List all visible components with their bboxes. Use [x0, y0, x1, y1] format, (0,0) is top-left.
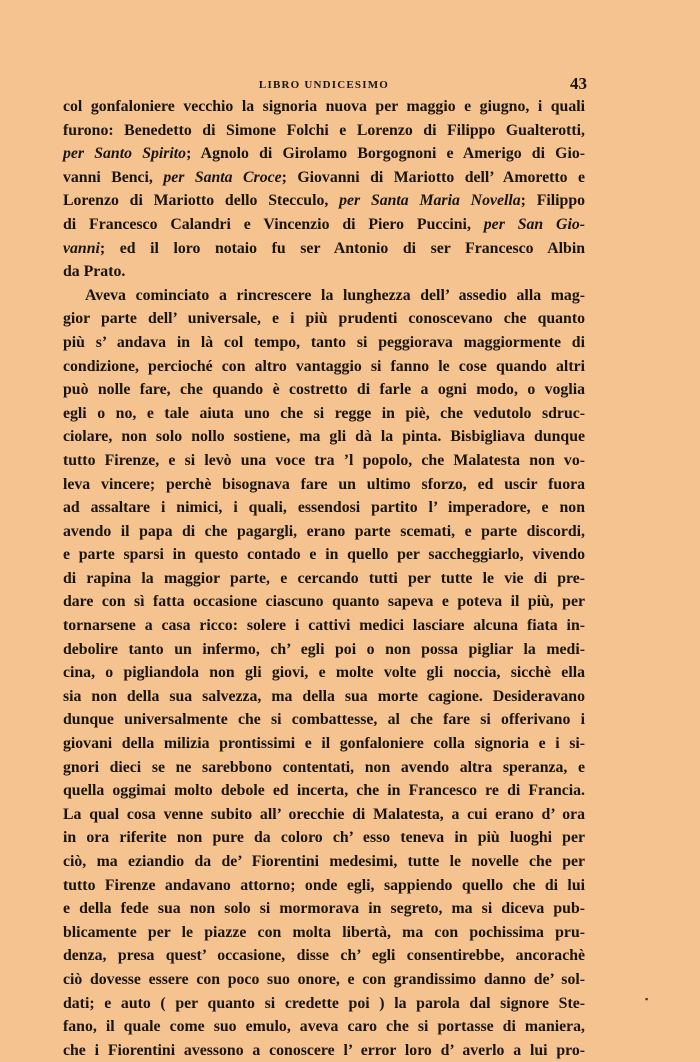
text-line	[63, 921, 585, 945]
text-segment: ciò dovesse essere con poco suo onore, e con grandissimo danno de’ sol-	[63, 970, 585, 988]
text-segment: fano, il quale come suo emulo, aveva caro che si portasse di maniera,	[63, 1018, 585, 1036]
text-line	[63, 237, 585, 261]
text-line	[63, 590, 585, 614]
text-segment: sia non della sua salvezza, ma della sua morte cagione. Desideravano	[63, 687, 585, 705]
text-line	[63, 897, 585, 921]
text-line	[63, 119, 585, 143]
text-line	[63, 307, 585, 331]
italic-segment: vanni	[63, 239, 100, 257]
bottom-ink-mark: ▪	[645, 994, 649, 1004]
text-line	[63, 614, 585, 638]
text-line	[63, 850, 585, 874]
text-segment: quella oggimai molto debole ed incerta, che in Francesco re di Francia.	[63, 782, 585, 800]
text-line	[63, 968, 585, 992]
text-segment: di rapina la maggior parte, e cercando tutti per tutte le vie di pre-	[63, 569, 585, 587]
page	[63, 73, 585, 1062]
text-segment: e della fede sua non solo si mormorava in segreto, ma si diceva pub-	[63, 900, 585, 918]
text-line	[63, 567, 585, 591]
text-line	[63, 732, 585, 756]
text-line	[63, 425, 585, 449]
page-header	[63, 73, 585, 95]
text-line	[63, 213, 585, 237]
text-segment: col gonfaloniere vecchio la signoria nuova per maggio e giugno, i quali	[63, 98, 585, 115]
text-segment: denza, presa quest’ occasione, disse ch’ egli consentirebbe, ancorachè	[63, 947, 585, 965]
text-line	[63, 708, 585, 732]
text-line	[63, 520, 585, 544]
text-line	[63, 355, 585, 379]
text-segment: in ora riferite non pure da coloro ch’ esso teneva in più luoghi per	[63, 829, 585, 847]
text-segment: blicamente per le piazze con molta libertà, ma con pochissima pru-	[63, 923, 585, 941]
text-line	[63, 1039, 585, 1062]
text-line	[63, 685, 585, 709]
italic-segment: per Santa Maria Novella	[339, 192, 521, 210]
text-line	[63, 944, 585, 968]
text-line	[63, 166, 585, 190]
page-number: 43	[570, 74, 587, 93]
text-line	[63, 95, 585, 119]
text-line	[63, 1015, 585, 1039]
text-segment: gior parte dell’ universale, e i più prudenti conoscevano che quanto	[63, 310, 585, 328]
text-segment: ciolare, non solo nollo sostiene, ma gli dà la pinta. Bisbigliava dunque	[63, 428, 585, 446]
text-segment: avendo il papa di che pagargli, erano parte scemati, e parte discordi,	[63, 522, 585, 540]
text-segment: ; ed il loro notaio fu ser Antonio di ser Francesco Albin	[99, 239, 585, 257]
text-segment: ad assaltare i nimici, i quali, essendosi partito l’ imperadore, e non	[63, 499, 585, 517]
text-line	[63, 284, 585, 308]
text-line	[63, 189, 585, 213]
text-segment: e parte sparsi in questo contado e in quello per saccheggiarlo, vivendo	[63, 546, 585, 564]
text-segment: furono: Benedetto di Simone Folchi e Lorenzo di Filippo Gualterotti,	[63, 121, 585, 139]
text-segment: ; Filippo	[520, 192, 586, 210]
body-text	[63, 95, 585, 1062]
text-line	[63, 661, 585, 685]
text-segment: leva vincere; perchè bisognava fare un ultimo sforzo, ed uscir fuora	[63, 475, 585, 493]
text-segment: La qual cosa venne subito all’ orecchie di Malatesta, a cui erano d’ ora	[63, 805, 585, 823]
italic-segment: per Santo Spirito	[63, 145, 187, 163]
text-segment: più s’ andava in là col tempo, tanto si peggiorava maggiormente di	[63, 333, 585, 351]
text-line	[63, 992, 585, 1016]
text-line	[63, 473, 585, 497]
text-segment: che i Fiorentini avessono a conoscere l’ error loro d’ averlo a lui pro-	[63, 1041, 585, 1059]
text-segment: egli o no, e tale aiuta uno che si regge in piè, che vedutolo sdruc-	[63, 404, 585, 422]
text-line	[63, 826, 585, 850]
text-segment: debolire tanto un infermo, ch’ egli poi o non possa pigliar la medi-	[63, 640, 585, 658]
text-line	[63, 378, 585, 402]
text-segment: può nolle fare, che quando è costretto di farle a ogni modo, o voglia	[63, 381, 585, 399]
text-line	[63, 142, 585, 166]
text-segment: dare con sì fatta occasione ciascuno quanto sapeva e poteva il più, per	[63, 593, 585, 611]
text-line	[63, 543, 585, 567]
text-segment: giovani della milizia prontissimi e il gonfaloniere colla signoria e i si-	[63, 735, 585, 753]
text-line	[63, 331, 585, 355]
text-segment: gnori dieci se ne sarebbono contentati, non avendo altra speranza, e	[63, 758, 585, 776]
text-segment: condizione, percioché con altro vantaggio si fanno le cose quando altri	[63, 357, 585, 375]
text-segment: di Francesco Calandri e Vincenzio di Piero Puccini,	[63, 215, 484, 233]
text-line	[63, 496, 585, 520]
text-segment: ; Giovanni di Mariotto dell’ Amoretto e	[281, 168, 585, 186]
text-segment: ciò, ma eziandio da de’ Fiorentini medesimi, tutte le novelle che per	[63, 853, 585, 870]
italic-segment: per Santa Croce	[163, 168, 282, 186]
text-segment: cina, o pigliandola non gli giovi, e molte volte gli noccia, sicchè ella	[63, 664, 585, 682]
text-line	[63, 779, 585, 803]
text-line	[63, 638, 585, 662]
text-line	[63, 260, 585, 284]
text-segment: vanni Benci,	[63, 168, 164, 186]
text-segment: tutto Firenze, e si levò una voce tra ’l popolo, che Malatesta non vo-	[63, 451, 585, 469]
text-line	[63, 402, 585, 426]
text-segment: dunque universalmente che si combattesse, al che fare si offerivano i	[63, 711, 585, 729]
text-segment: da Prato.	[63, 263, 126, 281]
text-line	[63, 756, 585, 780]
text-line	[63, 874, 585, 898]
text-segment: dati; e auto ( per quanto si credette poi ) la parola dal signore Ste-	[63, 994, 585, 1012]
text-segment: Lorenzo di Mariotto dello Stecculo,	[63, 192, 340, 210]
text-line	[63, 803, 585, 827]
italic-segment: per San Gio-	[483, 215, 586, 233]
text-line	[63, 449, 585, 473]
text-segment: tutto Firenze andavano attorno; onde egli, sappiendo quello che di lui	[63, 876, 585, 894]
text-segment: ; Agnolo di Girolamo Borgognoni e Amerigo di Gio-	[186, 145, 585, 163]
text-segment: Aveva cominciato a rincrescere la lunghezza dell’ assedio alla mag-	[85, 286, 585, 304]
text-segment: tornarsene a casa ricco: solere i cattivi medici lasciare alcuna fiata in-	[63, 617, 585, 635]
running-title: LIBRO UNDICESIMO	[258, 79, 390, 91]
